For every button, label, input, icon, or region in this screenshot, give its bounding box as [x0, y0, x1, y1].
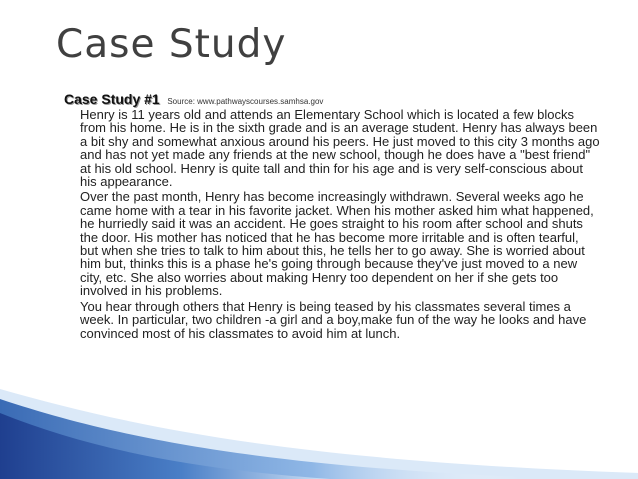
paragraph-1: Henry is 11 years old and attends an Elementary School which is located a few blocks from his home. He is in the sixth grade and is an average student. Henry has always been a bit shy and somewhat anxious around his peers. He just moved to this city 3 months ago and has not yet made any friends at the new school, though he does have a "best friend" at his old school. Henry is quite tall and thin for his age and is very self-conscious about his appearance.	[80, 107, 600, 190]
paragraph-3: You hear through others that Henry is being teased by his classmates several times a week. In particular, two children -a girl and a boy,make fun of the way he looks and have convinced most of his classmates to avoid him at lunch.	[80, 298, 587, 341]
slide-title: Case Study	[56, 22, 287, 67]
wave-decoration	[0, 369, 638, 479]
case-label: Case Study #1	[64, 91, 160, 107]
case-body	[80, 108, 600, 342]
paragraph-2: Over the past month, Henry has become increasingly withdrawn. Several weeks ago he came home with a tear in his favorite jacket. When his mother asked him what happened, he hurriedly said it was an accident. He goes straight to his room after school and shuts the door. His mother has noticed that he has become more irritable and is often tearful, but when she tries to talk to him about this, he tells her to go away. She is worried about him but, thinks this is a phase he's going through because they've just moved to a new city, etc. She also worries about making Henry too dependent on her if she gets too involved in his problems.	[80, 189, 594, 299]
source-citation: Source: www.pathwayscourses.samhsa.gov	[167, 97, 324, 106]
